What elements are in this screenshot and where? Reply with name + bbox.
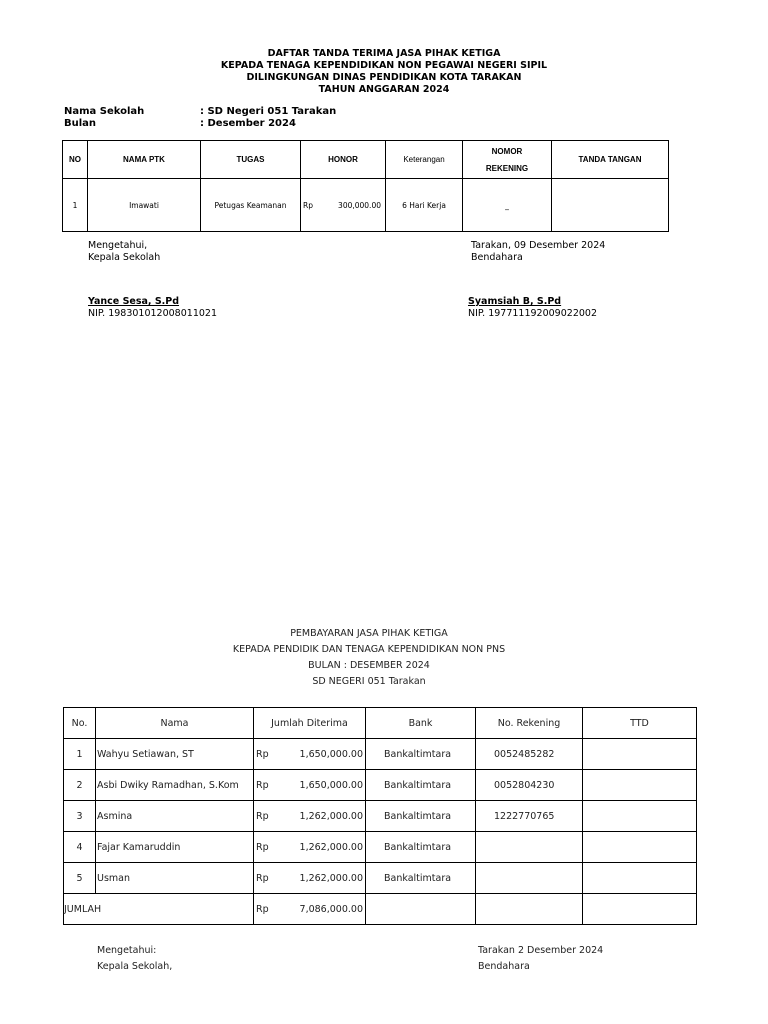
col-no: NO (63, 141, 88, 179)
doc1-title-line-3: DILINGKUNGAN DINAS PENDIDIKAN KOTA TARAKAN (246, 72, 522, 83)
row-jumlah-currency: Rp (256, 779, 269, 791)
table-row (64, 863, 697, 894)
row-honor-currency: Rp (303, 200, 313, 210)
row-rekening (476, 863, 583, 894)
doc2-title-line-1: PEMBAYARAN JASA PIHAK KETIGA (290, 628, 448, 639)
row-bank: Bankaltimtara (366, 863, 476, 894)
col-jumlah-diterima: Jumlah Diterima (254, 708, 366, 739)
total-row (64, 894, 697, 925)
col-rekening-line: REKENING (485, 163, 529, 173)
row-bank: Bankaltimtara (366, 832, 476, 863)
doc2-left-sig-line2: Kepala Sekolah, (97, 961, 173, 972)
left-signer-nip: NIP. 198301012008011021 (88, 308, 217, 319)
col-tanda-tangan: TANDA TANGAN (552, 141, 669, 179)
row-nama: Asbi Dwiky Ramadhan, S.Kom (96, 770, 254, 801)
doc1-right-signer (468, 296, 597, 320)
doc2-right-sig-line2: Bendahara (478, 961, 530, 972)
doc2-title-line-3: BULAN : DESEMBER 2024 (308, 660, 430, 671)
doc1-title-line-4: TAHUN ANGGARAN 2024 (318, 84, 450, 95)
table-row (64, 739, 697, 770)
doc1-title (0, 48, 768, 96)
row-jumlah (254, 770, 366, 801)
col-nama-ptk: NAMA PTK (88, 141, 201, 179)
row-bank: Bankaltimtara (366, 801, 476, 832)
total-empty-ttd (583, 894, 697, 925)
month-label: Bulan (64, 118, 97, 129)
total-label: JUMLAH (64, 894, 254, 925)
row-bank: Bankaltimtara (366, 770, 476, 801)
right-sig-line1: Tarakan, 09 Desember 2024 (471, 240, 606, 251)
table-row (64, 801, 697, 832)
row-jumlah-value: 1,262,000.00 (299, 841, 363, 853)
doc2-table-header (64, 708, 697, 739)
col-honor: HONOR (301, 141, 386, 179)
col-nomor-rekening (463, 141, 552, 179)
doc2-right-signature (478, 943, 603, 975)
right-signer-nip: NIP. 197711192009022002 (468, 308, 597, 319)
table-row (64, 770, 697, 801)
col-bank: Bank (366, 708, 476, 739)
row-ttd (583, 863, 697, 894)
table-row (63, 179, 669, 232)
row-jumlah (254, 801, 366, 832)
row-ttd (583, 739, 697, 770)
row-ttd (583, 801, 697, 832)
row-nama: Imawati (88, 179, 201, 232)
row-no: 1 (63, 179, 88, 232)
row-ttd (583, 770, 697, 801)
col-keterangan: Keterangan (386, 141, 463, 179)
table-row (64, 832, 697, 863)
col-nomor-line: NOMOR (491, 146, 523, 156)
doc1-left-signer (88, 296, 217, 320)
row-jumlah (254, 739, 366, 770)
row-nama: Wahyu Setiawan, ST (96, 739, 254, 770)
left-sig-line2: Kepala Sekolah (88, 252, 161, 263)
row-jumlah (254, 863, 366, 894)
doc2-title (0, 626, 738, 690)
right-signer-name: Syamsiah B, S.Pd (468, 296, 562, 307)
doc2-table (63, 707, 697, 925)
school-label: Nama Sekolah (64, 106, 145, 117)
row-nama: Usman (96, 863, 254, 894)
row-rekening: _ (463, 179, 552, 232)
row-no: 3 (64, 801, 96, 832)
row-jumlah-currency: Rp (256, 872, 269, 884)
row-ttd (583, 832, 697, 863)
doc1-left-signature (88, 240, 160, 264)
row-rekening: 0052804230 (476, 770, 583, 801)
doc1-title-line-2: KEPADA TENAGA KEPENDIDIKAN NON PEGAWAI NEGERI SIPIL (220, 60, 548, 71)
row-no: 4 (64, 832, 96, 863)
col-no-rekening: No. Rekening (476, 708, 583, 739)
col-nama: Nama (96, 708, 254, 739)
row-no: 5 (64, 863, 96, 894)
doc2-left-sig-line1: Mengetahui: (97, 945, 157, 956)
row-jumlah-value: 1,650,000.00 (299, 779, 363, 791)
col-no: No. (64, 708, 96, 739)
school-value: : SD Negeri 051 Tarakan (200, 106, 337, 117)
col-tugas: TUGAS (201, 141, 301, 179)
left-sig-line1: Mengetahui, (88, 240, 148, 251)
doc1-table (62, 140, 669, 232)
doc2-title-line-4: SD NEGERI 051 Tarakan (312, 676, 426, 687)
row-nama: Fajar Kamaruddin (96, 832, 254, 863)
doc1-right-signature (471, 240, 605, 264)
right-sig-line2: Bendahara (471, 252, 523, 263)
row-rekening: 0052485282 (476, 739, 583, 770)
row-nama: Asmina (96, 801, 254, 832)
row-no: 1 (64, 739, 96, 770)
row-keterangan: 6 Hari Kerja (386, 179, 463, 232)
row-jumlah-currency: Rp (256, 841, 269, 853)
total-value: 7,086,000.00 (299, 903, 363, 915)
row-ttd (552, 179, 669, 232)
row-jumlah (254, 832, 366, 863)
total-empty-rekening (476, 894, 583, 925)
row-jumlah-currency: Rp (256, 748, 269, 760)
left-signer-name: Yance Sesa, S.Pd (88, 296, 180, 307)
total-empty-bank (366, 894, 476, 925)
doc2-left-signature (97, 943, 172, 975)
row-bank: Bankaltimtara (366, 739, 476, 770)
row-jumlah-value: 1,650,000.00 (299, 748, 363, 760)
month-value: : Desember 2024 (200, 118, 296, 129)
row-tugas: Petugas Keamanan (201, 179, 301, 232)
doc1-table-header (63, 141, 669, 179)
doc1-title-line-1: DAFTAR TANDA TERIMA JASA PIHAK KETIGA (267, 48, 501, 59)
row-jumlah-currency: Rp (256, 810, 269, 822)
row-no: 2 (64, 770, 96, 801)
row-honor (301, 179, 386, 232)
row-honor-value: 300,000.00 (338, 200, 381, 210)
row-rekening (476, 832, 583, 863)
row-jumlah-value: 1,262,000.00 (299, 810, 363, 822)
doc2-right-sig-line1: Tarakan 2 Desember 2024 (478, 945, 604, 956)
total-amount (254, 894, 366, 925)
total-currency: Rp (256, 903, 269, 915)
row-rekening: 1222770765 (476, 801, 583, 832)
doc2-title-line-2: KEPADA PENDIDIK DAN TENAGA KEPENDIDIKAN NON PNS (232, 644, 506, 655)
col-ttd: TTD (583, 708, 697, 739)
row-jumlah-value: 1,262,000.00 (299, 872, 363, 884)
